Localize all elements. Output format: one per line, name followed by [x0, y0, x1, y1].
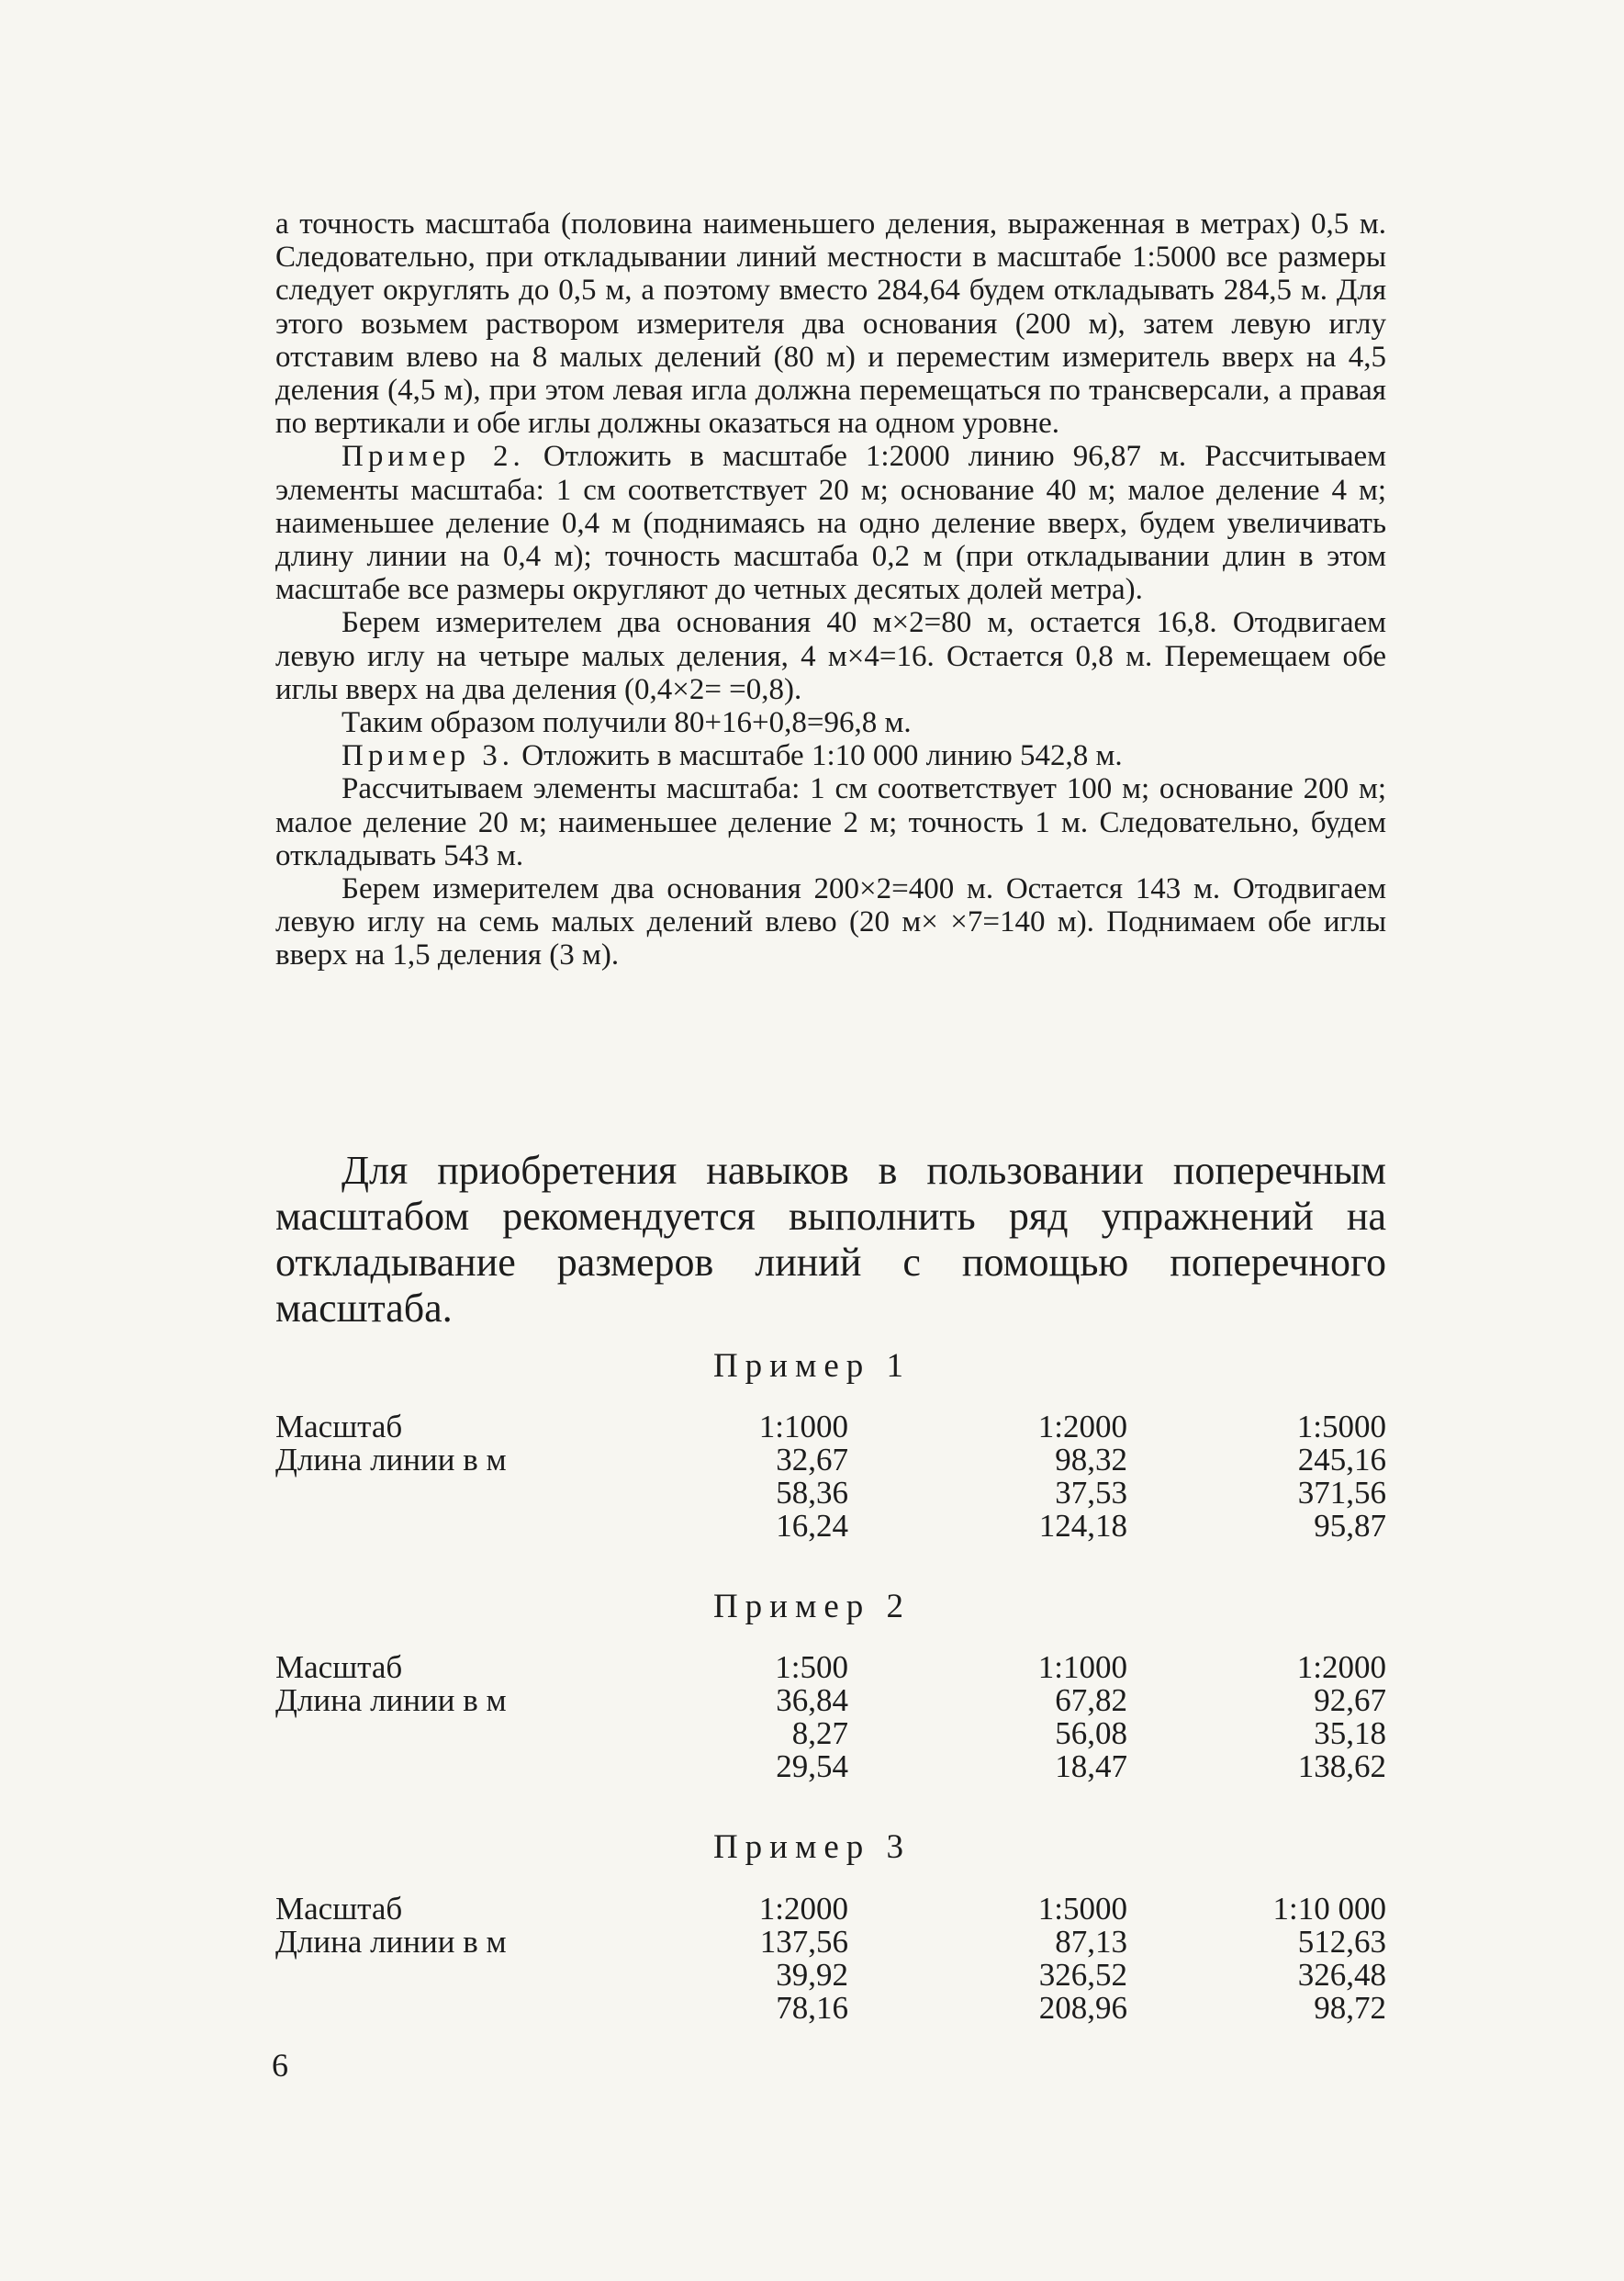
scale-value: 1:10 000 [1272, 1891, 1386, 1927]
length-value: 92,67 [1314, 1682, 1386, 1718]
scale-value: 1:2000 [758, 1891, 848, 1927]
lead-text: Для приобретения навыков в пользовании поперечным масштабом рекомендуется выполнить ряд упражнений на откладывание размеров линий с помощью поперечного масштаба. [275, 1148, 1386, 1331]
length-row [275, 1510, 1386, 1543]
body-text [275, 208, 1386, 972]
paragraph-7: Берем измерителем два основания 200×2=400 м. Остается 143 м. Отодвигаем левую иглу на семь малых делений влево (20 м× ×7=140 м). Поднимаем обе иглы вверх на 1,5 деления (3 м). [275, 872, 1386, 972]
lead-paragraph [275, 1148, 1386, 1332]
example-3-table [275, 1893, 1386, 2025]
paragraph-6: Рассчитываем элементы масштаба: 1 см соответствует 100 м; основание 200 м; малое деление 20 м; наименьшее деление 2 м; точность 1 м. Следовательно, будем откладывать 543 м. [275, 772, 1386, 872]
length-value: 58,36 [776, 1475, 848, 1511]
length-row [275, 1684, 1386, 1717]
length-value: 36,84 [776, 1682, 848, 1718]
length-value: 39,92 [776, 1957, 848, 1993]
scale-row [275, 1893, 1386, 1926]
length-value: 371,56 [1297, 1475, 1386, 1511]
page-number: 6 [272, 2047, 288, 2084]
length-value: 245,16 [1297, 1442, 1386, 1478]
paragraph-3: Берем измерителем два основания 40 м×2=80 м, остается 16,8. Отодвигаем левую иглу на четыре малых деления, 4 м×4=16. Остается 0,8 м. Перемещаем обе иглы вверх на два деления (0,4×2= =0,8). [275, 606, 1386, 706]
length-value: 98,72 [1314, 1990, 1386, 2026]
length-row [275, 1926, 1386, 1959]
length-value: 512,63 [1297, 1924, 1386, 1960]
length-row [275, 1477, 1386, 1510]
example-3-label: Пример 3. [342, 739, 515, 773]
length-value: 87,13 [1055, 1924, 1127, 1960]
length-value: 29,54 [776, 1748, 848, 1784]
example-2-heading: Пример 2 [712, 1588, 912, 1625]
scale-value: 1:1000 [1037, 1649, 1127, 1685]
length-value: 124,18 [1038, 1508, 1127, 1544]
scale-value: 1:1000 [758, 1409, 848, 1444]
scale-label: Масштаб [275, 1891, 403, 1927]
length-value: 18,47 [1055, 1748, 1127, 1784]
example-3-heading: Пример 3 [712, 1828, 912, 1866]
length-value: 56,08 [1055, 1715, 1127, 1751]
paragraph-4: Таким образом получили 80+16+0,8=96,8 м. [342, 706, 912, 740]
length-label: Длина линии в м [275, 1924, 507, 1960]
length-value: 95,87 [1314, 1508, 1386, 1544]
length-value: 35,18 [1314, 1715, 1386, 1751]
length-value: 137,56 [759, 1924, 848, 1960]
scale-value: 1:2000 [1296, 1649, 1386, 1685]
length-value: 98,32 [1055, 1442, 1127, 1478]
example-3-text: Отложить в масштабе 1:10 000 линию 542,8 м. [521, 739, 1123, 773]
length-row [275, 1717, 1386, 1750]
example-2-label: Пример 2. [342, 440, 525, 474]
length-label: Длина линии в м [275, 1682, 507, 1718]
length-value: 67,82 [1055, 1682, 1127, 1718]
paragraph-5 [275, 739, 1386, 772]
length-value: 208,96 [1038, 1990, 1127, 2026]
length-label: Длина линии в м [275, 1442, 507, 1478]
scale-label: Масштаб [275, 1649, 403, 1685]
paragraph-2 [275, 440, 1386, 606]
length-value: 37,53 [1055, 1475, 1127, 1511]
length-value: 138,62 [1297, 1748, 1386, 1784]
length-value: 78,16 [776, 1990, 848, 2026]
scale-value: 1:500 [775, 1649, 848, 1685]
length-row [275, 1750, 1386, 1783]
example-1-table [275, 1410, 1386, 1543]
length-value: 326,52 [1038, 1957, 1127, 1993]
example-1-heading: Пример 1 [712, 1347, 912, 1385]
scale-value: 1:5000 [1296, 1409, 1386, 1444]
example-2-table [275, 1651, 1386, 1783]
length-value: 8,27 [791, 1715, 848, 1751]
scale-label: Масштаб [275, 1409, 403, 1444]
length-value: 16,24 [776, 1508, 848, 1544]
scale-value: 1:5000 [1037, 1891, 1127, 1927]
example-2-text: Отложить в масштабе 1:2000 линию 96,87 м. Рассчитываем элементы масштаба: 1 см соответствует 20 м; основание 40 м; малое деление 4 м; наименьшее деление 0,4 м (поднимаясь на одно деление вверх, будем увеличивать длину линии на 0,4 м); точность масштаба 0,2 м (при откладывании длин в этом масштабе все размеры округляют до четных десятых долей метра). [275, 440, 1386, 607]
scale-row [275, 1651, 1386, 1684]
length-value: 326,48 [1297, 1957, 1386, 1993]
paragraph-1: а точность масштаба (половина наименьшего деления, выраженная в метрах) 0,5 м. Следовательно, при откладывании линий местности в масштабе 1:5000 все размеры следует округлять до 0,5 м, а поэтому вместо 284,64 будем откладывать 284,5 м. Для этого возьмем раствором измерителя два основания (200 м), затем левую иглу отставим влево на 8 малых делений (80 м) и переместим измеритель вверх на 4,5 деления (4,5 м), при этом левая игла должна перемещаться по трансверсали, а правая по вертикали и обе иглы должны оказаться на одном уровне. [275, 208, 1386, 441]
length-row [275, 1992, 1386, 2025]
length-row [275, 1959, 1386, 1992]
length-row [275, 1444, 1386, 1477]
scale-row [275, 1410, 1386, 1444]
scale-value: 1:2000 [1037, 1409, 1127, 1444]
length-value: 32,67 [776, 1442, 848, 1478]
